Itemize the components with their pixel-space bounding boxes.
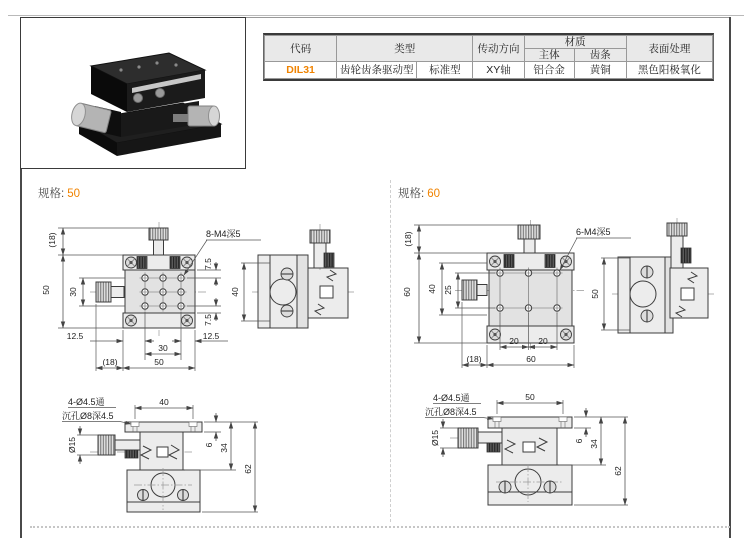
spec50-hole-note-2: 沉孔Ø8深4.5 [62, 411, 114, 421]
spec60-dim-62: 62 [613, 466, 623, 476]
mounting-holes-3x3 [140, 273, 187, 312]
spec50-hole-note-1: 4-Ø4.5通 [68, 397, 105, 407]
spec50-dim-7.5-bottom: 7.5 [203, 314, 213, 326]
table-header-row-1 [265, 36, 713, 49]
table-data-row [265, 62, 713, 79]
spec50-label-prefix: 规格: [38, 188, 65, 200]
spec60-label-value: 60 [427, 188, 440, 200]
spec-table [264, 35, 713, 79]
spec50-front-view [62, 397, 258, 512]
spec50-dim-knob-dia: Ø15 [67, 436, 77, 454]
spec60-dim-34: 34 [589, 439, 599, 449]
header-surface: 表面处理 [626, 36, 712, 62]
stage-photo-illustration [69, 53, 221, 156]
spec60-drawings [398, 212, 750, 538]
spec60-dim-50-side: 50 [590, 289, 600, 299]
page-top-rule [8, 15, 744, 16]
cell-code: DIL31 [265, 62, 337, 79]
spec60-dim-18-top: (18) [403, 231, 413, 247]
spec50-dim-40-side: 40 [230, 287, 240, 297]
spec60-hole-note-1: 4-Ø4.5通 [433, 393, 470, 403]
header-drive-direction: 传动方向 [473, 36, 524, 62]
spec60-thread-label: 6-M4深5 [576, 227, 611, 237]
spec50-dim-12.5-left: 12.5 [66, 331, 84, 341]
spec50-dim-7.5-top: 7.5 [203, 258, 213, 270]
header-material-rack: 齿条 [574, 49, 626, 62]
spec50-dim-12.5-right: 12.5 [202, 331, 220, 341]
spec50-dim-30-left: 30 [68, 287, 78, 297]
header-code: 代码 [265, 36, 337, 62]
cell-material-body: 铝合金 [524, 62, 574, 79]
spec50-dim-50-bottom: 50 [154, 357, 164, 367]
cell-type-sub: 标准型 [417, 62, 473, 79]
spec60-label-prefix: 规格: [398, 188, 425, 200]
column-divider [390, 180, 391, 522]
spec50-label-value: 50 [67, 188, 80, 200]
spec50-dim-34: 34 [219, 443, 229, 453]
cell-surface: 黑色阳极氧化 [626, 62, 712, 79]
spec60-dim-25-left: 25 [443, 285, 453, 295]
spec50-dim-62: 62 [243, 464, 253, 474]
spec60-dim-50-front: 50 [525, 392, 535, 402]
spec60-dim-6: 6 [574, 438, 584, 444]
spec60-dim-20-left: 20 [509, 336, 519, 346]
cell-type-main: 齿轮齿条驱动型 [337, 62, 417, 79]
spec50-dim-30-bottom: 30 [158, 343, 168, 353]
header-type: 类型 [337, 36, 473, 62]
spec60-dim-40-left: 40 [427, 284, 437, 294]
spec50-dim-18-top: (18) [47, 232, 57, 248]
spec-table-wrap [263, 33, 714, 81]
spec60-dim-18-bottom: (18) [466, 354, 482, 364]
spec60-dim-20-right: 20 [538, 336, 548, 346]
spec60-hole-note-2: 沉孔Ø8深4.5 [425, 407, 477, 417]
header-material: 材质 [524, 36, 626, 49]
cell-drive-direction: XY轴 [473, 62, 524, 79]
header-material-body: 主体 [524, 49, 574, 62]
spec50-side-view [230, 224, 354, 328]
product-photo [21, 18, 245, 168]
spec60-dim-knob-dia: Ø15 [430, 429, 440, 447]
spec50-label [38, 185, 80, 201]
spec50-dim-50-left: 50 [41, 285, 51, 295]
spec60-dim-60-bottom: 60 [526, 354, 536, 364]
cell-material-rack: 黄铜 [574, 62, 626, 79]
product-photo-box [20, 17, 246, 169]
spec60-front-view [425, 392, 628, 505]
spec50-top-view [41, 222, 261, 371]
spec60-label [398, 185, 440, 201]
spec50-dim-40-front: 40 [159, 397, 169, 407]
spec50-dim-6: 6 [204, 442, 214, 448]
spec50-dim-18-bottom: (18) [102, 357, 118, 367]
spec60-dim-60-left: 60 [402, 287, 412, 297]
spec50-drawings [30, 212, 390, 538]
spec50-thread-label: 8-M4深5 [206, 229, 241, 239]
